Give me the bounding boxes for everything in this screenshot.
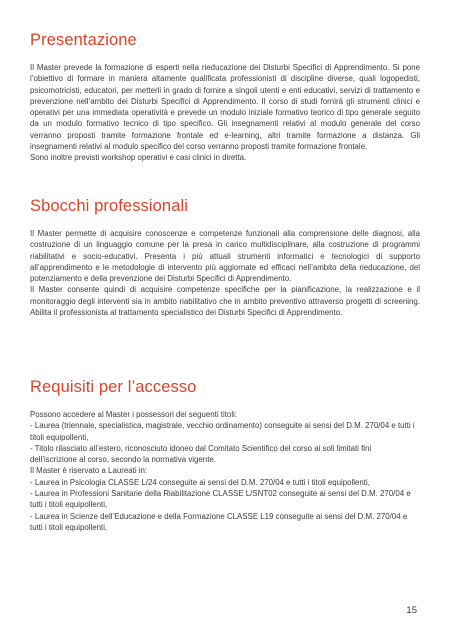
list-item: - Laurea in Scienze dell’Educazione e della Formazione CLASSE L19 conseguite ai sensi del D.M. 270/04 e tutti i titoli equipollenti.: [30, 511, 408, 532]
list-item: - Laurea (triennale, specialistica, magistrale, vecchio ordinamento) conseguite ai sensi del D.M. 270/04 e tutti i titoli equipollenti,: [30, 421, 415, 442]
section-sbocchi-professionali: [30, 196, 420, 318]
paragraph: Possono accedere al Master i possessori dei seguenti titoli:: [30, 410, 238, 419]
section-title-requisiti: Requisiti per l’accesso: [30, 378, 197, 396]
section-title-presentazione: Presentazione: [30, 31, 137, 49]
section-body-presentazione: [30, 62, 420, 164]
page-number: 15: [406, 605, 417, 616]
section-body-requisiti: [30, 409, 420, 533]
paragraph: Il Master consente quindi di acquisire competenze specifiche per la pianificazione, la realizzazione e il monitoraggio degli interventi sia in ambito riabilitativo che in ambito preventivo attraverso progetti di screening. Abilita il professionista al trattamento specialistico dei Disturbi Specifici di Apprendimento.: [30, 285, 420, 318]
paragraph: Il Master prevede la formazione di esperti nella rieducazione dei Disturbi Specifici di Apprendimento. Si pone l’obiettivo di formare in maniera altamente qualificata professionisti di discipline diverse, quali logopedisti, psicomotricisti, educatori, per metterli in grado di fornire a singoli utenti e enti educativi, servizi di trattamento e prevenzione nell’ambito dei Disturbi Specifici di Apprendimento. Il corso di studi fornirà gli strumenti clinici e operativi per una immediata operatività e prevede un modulo iniziale formativo teorico di tipo generale seguito da un modulo formativo tecnico di tipo specifico. Gli insegnamenti relativi al modulo generale del corso verranno proposti tramite formazione frontale ed e-learning, altri tramite formazione a distanza. Gli insegnamenti relativi al modulo specifico del corso verranno proposti tramite formazione frontale.: [30, 63, 420, 152]
list-item: - Laurea in Professioni Sanitarie della Riabilitazione CLASSE L/SNT02 conseguite ai sensi del D.M. 270/04 e tutti i titoli equipollenti,: [30, 489, 411, 510]
paragraph: Il Master permette di acquisire conoscenze e competenze funzionali alla comprensione delle diagnosi, alla costruzione di un linguaggio comune per la presa in carico multidisciplinare, alla costruzione di programmi riabilitativi e socio-educativi. Presenta i più attuali strumenti informatici e tecnologici di supporto all’apprendimento e le metodologie di intervento più aggiornate ed efficaci nell’ambito della rieducazione, del potenziamento e della prevenzione dei Disturbi Specifici di Apprendimento.: [30, 229, 420, 284]
section-body-sbocchi: [30, 228, 420, 318]
list-item: - Laurea in Psicologia CLASSE L/24 conseguite ai sensi del D.M. 270/04 e tutti i titoli equipollenti,: [30, 477, 370, 487]
paragraph: Sono inoltre previsti workshop operativi e casi clinici in diretta.: [30, 153, 247, 163]
document-page: [30, 0, 420, 640]
section-presentazione: [30, 30, 420, 164]
list-item: - Titolo rilasciato all’estero, riconosciuto idoneo dal Comitato Scientifico del corso ai soli limitati fini dell’iscrizione al corso, secondo la normativa vigente.: [30, 443, 372, 465]
paragraph: Il Master è riservato a Laureati in:: [30, 466, 148, 476]
section-requisiti-accesso: [30, 377, 420, 533]
section-title-sbocchi: Sbocchi professionali: [30, 197, 189, 215]
